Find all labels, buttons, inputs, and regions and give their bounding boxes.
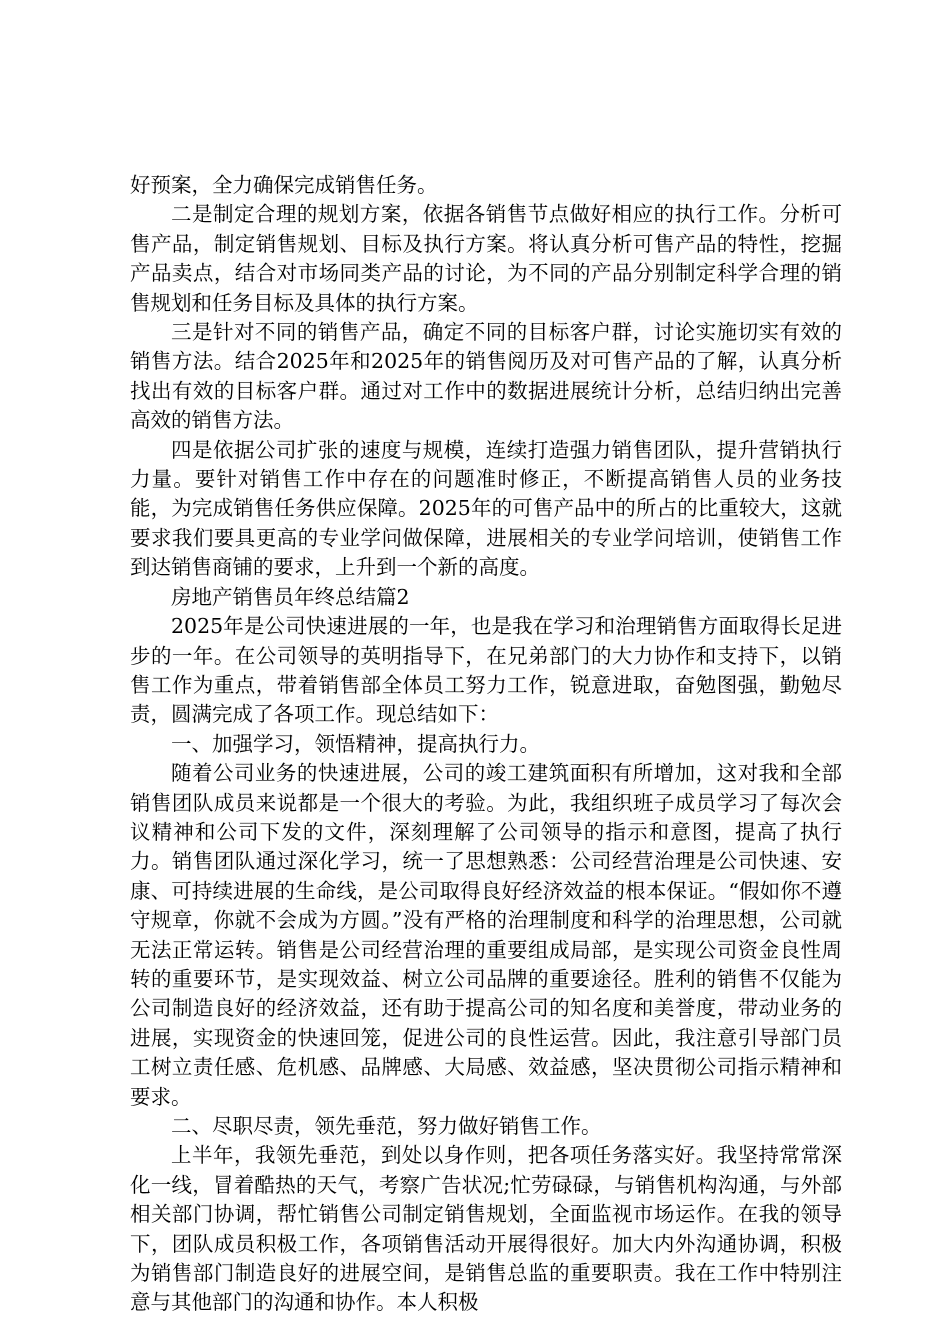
paragraph-point-four: 四是依据公司扩张的速度与规模，连续打造强力销售团队，提升营销执行力量。要针对销售工作中存在的问题准时修正，不断提高销售人员的业务技能，为完成销售任务供应保障。2025年的可售产品中的所占的比重较大，这就要求我们要具更高的专业学问做保障，进展相关的专业学问培训，使销售工作到达销售商铺的要求，上升到一个新的高度。	[130, 437, 842, 580]
paragraph-point-two: 二是制定合理的规划方案，依据各销售节点做好相应的执行工作。分析可售产品，制定销售规划、目标及执行方案。将认真分析可售产品的特性，挖掘产品卖点，结合对市场同类产品的讨论，为不同的产品分别制定科学合理的销售规划和任务目标及具体的执行方案。	[130, 202, 842, 315]
paragraph-learning: 随着公司业务的快速进展，公司的竣工建筑面积有所增加，这对我和全部销售团队成员来说都是一个很大的考验。为此，我组织班子成员学习了每次会议精神和公司下发的文件，深刻理解了公司领导的指示和意图，提高了执行力。销售团队通过深化学习，统一了思想熟悉：公司经营治理是公司快速、安康、可持续进展的生命线，是公司取得良好经济效益的根本保证。“假如你不遵守规章，你就不会成为方圆。”没有严格的治理制度和科学的治理思想，公司就无法正常运转。销售是公司经营治理的重要组成局部，是实现公司资金良性周转的重要环节，是实现效益、树立公司品牌的重要途径。胜利的销售不仅能为公司制造良好的经济效益，还有助于提高公司的知名度和美誉度，带动业务的进展，实现资金的快速回笼，促进公司的良性运营。因此，我注意引导部门员工树立责任感、危机感、品牌感、大局感、效益感，坚决贯彻公司指示精神和要求。	[130, 761, 842, 1109]
document-page	[130, 171, 842, 1318]
paragraph-intro: 2025年是公司快速进展的一年，也是我在学习和治理销售方面取得长足进步的一年。在公司领导的英明指导下，在兄弟部门的大力协作和支持下，以销售工作为重点，带着销售部全体员工努力工作，锐意进取，奋勉图强，勤勉尽责，圆满完成了各项工作。现总结如下：	[130, 614, 842, 727]
subheading-one: 一、加强学习，领悟精神，提高执行力。	[171, 731, 540, 756]
paragraph-continuation: 好预案，全力确保完成销售任务。	[130, 173, 438, 197]
paragraph-point-three: 三是针对不同的销售产品，确定不同的目标客户群，讨论实施切实有效的销售方法。结合2025年和2025年的销售阅历及对可售产品的了解，认真分析找出有效的目标客户群。通过对工作中的数据进展统计分析，总结归纳出完善高效的销售方法。	[130, 320, 842, 433]
section-heading: 房地产销售员年终总结篇2	[171, 584, 410, 609]
paragraph-first-half: 上半年，我领先垂范，到处以身作则，把各项任务落实好。我坚持常常深化一线，冒着酷热的天气，考察广告状况;忙劳碌碌，与销售机构沟通，与外部相关部门协调，帮忙销售公司制定销售规划，全面监视市场运作。在我的领导下，团队成员积极工作，各项销售活动开展得很好。加大内外沟通协调，积极为销售部门制造良好的进展空间，是销售总监的重要职责。我在工作中特别注意与其他部门的沟通和协作。本人积极	[130, 1143, 842, 1315]
subheading-two: 二、尽职尽责，领先垂范，努力做好销售工作。	[171, 1114, 602, 1138]
